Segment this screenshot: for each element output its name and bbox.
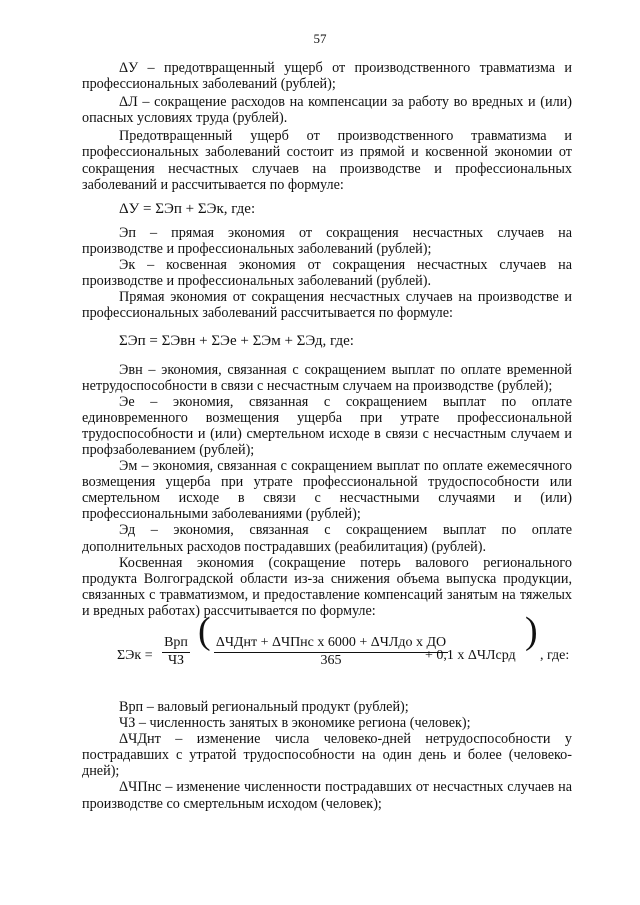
paragraph: Предотвращенный ущерб от производственного травматизма и профессиональных заболеваний состоит из прямой и косвенной экономии от сокращения несчастных случаев на производстве и профессиональных заболеваний и рассчитывается по формуле: [82, 128, 572, 193]
fraction-denominator: ЧЗ [167, 653, 185, 669]
paragraph: ΔУ – предотвращенный ущерб от производственного травматизма и профессиональных заболеваний (рублей); [82, 60, 572, 93]
definition: Врп – валовый региональный продукт (рублей); [119, 699, 409, 715]
fraction-denominator: 365 [320, 653, 342, 669]
fraction-lost-days [214, 635, 448, 669]
page-number: 57 [313, 31, 327, 46]
definition: Эп – прямая экономия от сокращения несчастных случаев на производстве и профессиональных заболеваний (рублей); [82, 224, 572, 257]
definition: Эк – косвенная экономия от сокращения несчастных случаев на производстве и профессиональных заболеваний (рублей). [82, 257, 572, 290]
paragraph: ΔЛ – сокращение расходов на компенсации за работу во вредных и (или) опасных условиях труда (рублей). [82, 94, 572, 127]
definition: Эвн – экономия, связанная с сокращением выплат по оплате временной нетрудоспособности в связи с несчастным случаем на производстве (рублей); [82, 361, 572, 394]
fraction-numerator: Врп [162, 635, 190, 653]
formula-tail: , где: [540, 648, 570, 663]
definition: ЧЗ – численность занятых в экономике региона (человек); [119, 715, 471, 732]
definition: Эе – экономия, связанная с сокращением выплат по оплате единовременного возмещения ущерба при утрате профессиональной трудоспособности и (или) смертельном исходе в связи с несчастным случаем и профзаболеванием (рублей); [82, 393, 572, 458]
paragraph: Косвенная экономия (сокращение потерь валового регионального продукта Волгоградской области из-за снижения объема выпуска продукции, связанных с травматизмом, и предоставление компенсаций занятым на тяжелых и вредных работах) рассчитывается по формуле: [82, 554, 572, 619]
formula-indirect-savings [82, 610, 572, 685]
fraction-numerator: ΔЧДнт + ΔЧПнс х 6000 + ΔЧЛдо х ДО [214, 635, 448, 653]
formula-lhs: ΣЭк = [117, 648, 153, 663]
definition: ΔЧДнт – изменение числа человеко-дней нетрудоспособности у пострадавших с утратой трудоспособности на один день и более (человеко-дней); [82, 731, 572, 780]
paragraph: Прямая экономия от сокращения несчастных случаев на производстве и профессиональных заболеваний рассчитывается по формуле: [82, 289, 572, 322]
open-parenthesis: ( [198, 610, 211, 652]
formula-direct-savings: ΣЭп = ΣЭвн + ΣЭе + ΣЭм + ΣЭд, где: [119, 333, 354, 350]
page-body [82, 60, 572, 812]
definition: Эм – экономия, связанная с сокращением выплат по оплате ежемесячного возмещения ущерба при утрате профессиональной трудоспособности или смертельном исходе в связи с несчастными случаями и (или) профессиональными заболеваниями (рублей); [82, 458, 572, 523]
definition: ΔЧПнс – изменение численности пострадавших от несчастных случаев на производстве со смертельным исходом (человек); [82, 779, 572, 812]
fraction-grp-per-employed [162, 635, 190, 669]
formula-total-damage: ΔУ = ΣЭп + ΣЭк, где: [119, 200, 256, 217]
formula-addend: + 0,1 х ΔЧЛсрд [425, 648, 516, 663]
definition: Эд – экономия, связанная с сокращением выплат по оплате дополнительных расходов пострадавших (реабилитация) (рублей). [82, 522, 572, 555]
close-parenthesis: ) [525, 610, 538, 652]
